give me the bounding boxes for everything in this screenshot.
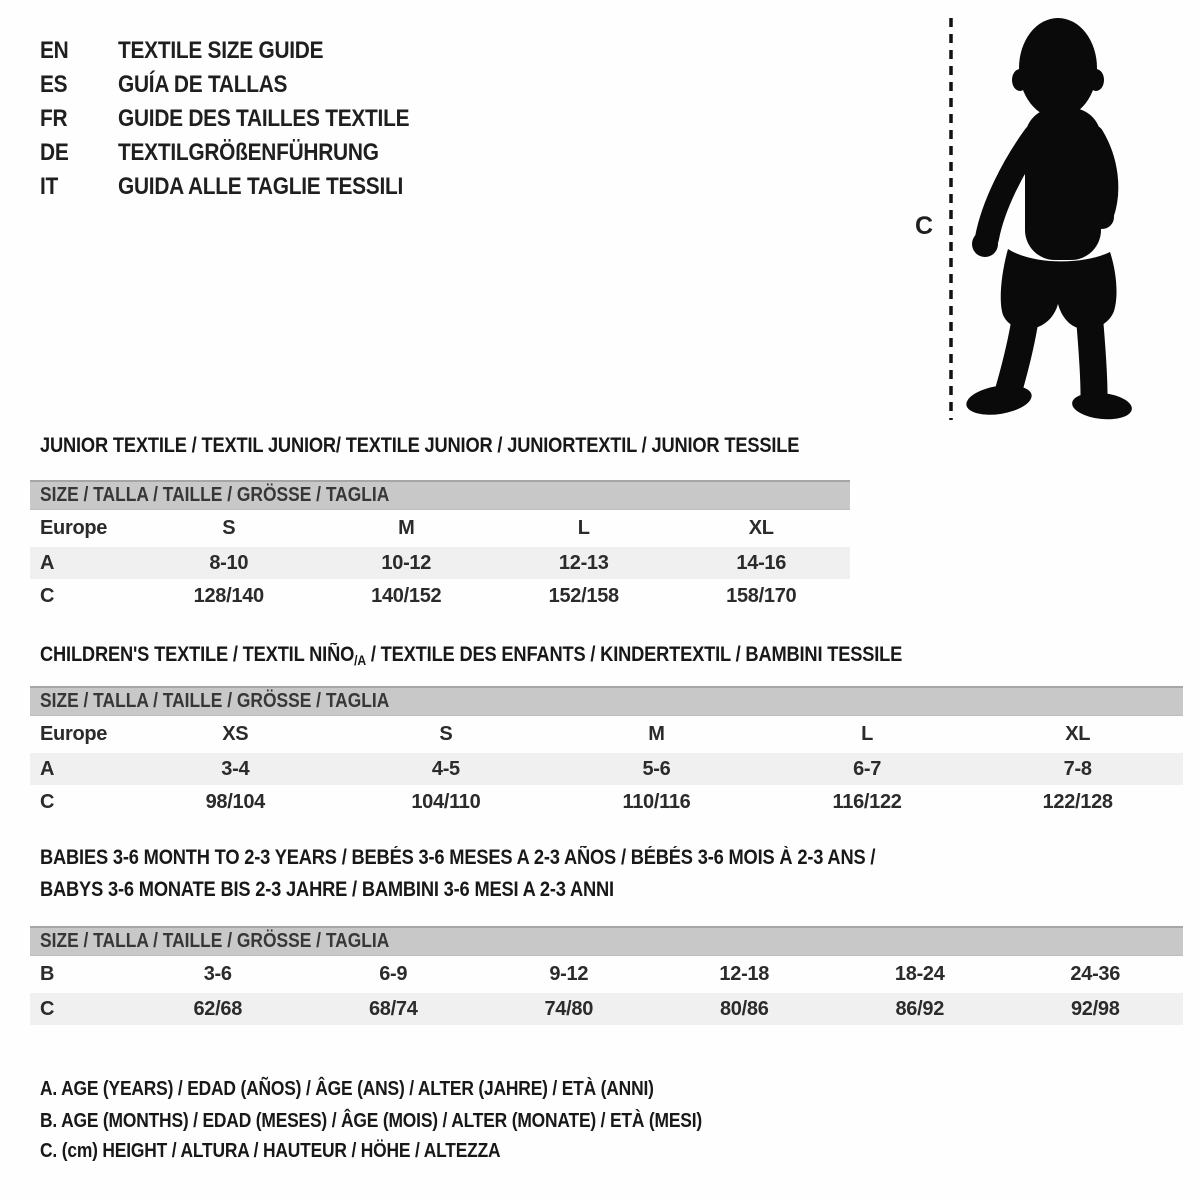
height-cell: 140/152 — [371, 584, 442, 607]
size-cell: XL — [748, 517, 774, 539]
size-table-header — [30, 686, 1183, 716]
size-header-label: SIZE / TALLA / TAILLE / GRÖSSE / TAGLIA — [40, 930, 390, 952]
size-cell: L — [577, 517, 590, 539]
lang-row-de — [40, 136, 418, 170]
height-cell: 152/158 — [548, 584, 619, 607]
height-cell: 86/92 — [895, 997, 945, 1020]
table-row — [30, 785, 1183, 819]
lang-code: ES — [40, 71, 68, 98]
lang-code: DE — [40, 139, 69, 166]
table-row — [30, 579, 850, 613]
table-row — [30, 510, 850, 547]
table-row — [30, 956, 1183, 993]
table-row — [30, 547, 850, 579]
size-header-label: SIZE / TALLA / TAILLE / GRÖSSE / TAGLIA — [40, 690, 390, 712]
lang-row-it — [40, 170, 446, 204]
row-label: Europe — [40, 723, 108, 745]
lang-title: GUÍA DE TALLAS — [118, 71, 288, 98]
height-cell: 104/110 — [411, 790, 481, 813]
table-row — [30, 993, 1183, 1025]
table-row — [30, 716, 1183, 753]
row-label: A — [40, 757, 55, 780]
row-label: C — [40, 584, 55, 607]
age-cell: 8-10 — [209, 551, 249, 574]
babies-size-table — [30, 926, 1183, 1025]
table-row — [30, 753, 1183, 785]
size-cell: M — [398, 517, 415, 539]
size-cell: L — [861, 723, 874, 745]
heading-subscript: /A — [354, 652, 366, 668]
height-cell: 92/98 — [1070, 997, 1120, 1020]
lang-code: EN — [40, 37, 69, 64]
height-cell: 110/116 — [622, 790, 691, 813]
lang-code: IT — [40, 173, 59, 200]
lang-code: FR — [40, 105, 68, 132]
height-cell: 98/104 — [205, 790, 265, 813]
row-label: C — [40, 790, 55, 813]
legend-height-cm: C. (cm) HEIGHT / ALTURA / HAUTEUR / HÖHE / ALTEZZA — [40, 1140, 501, 1162]
age-cell: 12-18 — [719, 963, 770, 985]
age-cell: 9-12 — [549, 963, 589, 985]
size-cell: XL — [1065, 723, 1091, 745]
height-cell: 74/80 — [544, 997, 594, 1020]
children-section-heading — [40, 643, 902, 668]
age-cell: 7-8 — [1063, 757, 1092, 780]
age-cell: 6-9 — [379, 963, 408, 985]
junior-size-table — [30, 480, 850, 613]
age-cell: 24-36 — [1070, 963, 1121, 985]
age-cell: 5-6 — [642, 757, 671, 780]
age-cell: 18-24 — [894, 963, 945, 985]
height-cell: 80/86 — [719, 997, 769, 1020]
lang-row-en — [40, 34, 354, 68]
toddler-silhouette-figure — [935, 12, 1145, 427]
size-header-label: SIZE / TALLA / TAILLE / GRÖSSE / TAGLIA — [40, 484, 390, 506]
legend-age-months: B. AGE (MONTHS) / EDAD (MESES) / ÂGE (MOIS) / ALTER (MONATE) / ETÀ (MESI) — [40, 1110, 703, 1132]
lang-title: TEXTILE SIZE GUIDE — [118, 37, 324, 64]
height-cell: 62/68 — [193, 997, 243, 1020]
junior-section-heading: JUNIOR TEXTILE / TEXTIL JUNIOR/ TEXTILE JUNIOR / JUNIORTEXTIL / JUNIOR TESSILE — [40, 434, 800, 457]
babies-section-heading-line2: BABYS 3-6 MONATE BIS 2-3 JAHRE / BAMBINI 3-6 MESI A 2-3 ANNI — [40, 878, 614, 901]
row-label: C — [40, 997, 55, 1020]
heading-text: / TEXTILE DES ENFANTS / KINDERTEXTIL / BAMBINI TESSILE — [365, 643, 903, 666]
lang-title: GUIDA ALLE TAGLIE TESSILI — [118, 173, 404, 200]
legend-age-years: A. AGE (YEARS) / EDAD (AÑOS) / ÂGE (ANS) / ALTER (JAHRE) / ETÀ (ANNI) — [40, 1078, 654, 1100]
heading-text: CHILDREN'S TEXTILE / TEXTIL NIÑO — [40, 643, 355, 666]
size-cell: S — [439, 723, 453, 745]
age-cell: 14-16 — [736, 551, 787, 574]
size-cell: XS — [222, 723, 249, 745]
age-cell: 3-4 — [221, 757, 250, 780]
lang-title: GUIDE DES TAILLES TEXTILE — [118, 105, 410, 132]
size-table-header — [30, 480, 850, 510]
age-cell: 3-6 — [203, 963, 232, 985]
size-cell: M — [648, 723, 665, 745]
size-table-header — [30, 926, 1183, 956]
children-size-table — [30, 686, 1183, 819]
height-cell: 158/170 — [726, 584, 797, 607]
toddler-silhouette — [964, 18, 1133, 422]
row-label: A — [40, 551, 55, 574]
lang-row-es — [40, 68, 312, 102]
age-cell: 10-12 — [381, 551, 432, 574]
row-label: B — [40, 963, 55, 985]
row-label: Europe — [40, 517, 108, 539]
height-cell: 128/140 — [193, 584, 264, 607]
height-measure-label: C — [915, 212, 934, 240]
size-cell: S — [222, 517, 236, 539]
height-cell: 122/128 — [1042, 790, 1113, 813]
age-cell: 6-7 — [853, 757, 882, 780]
lang-row-fr — [40, 102, 453, 136]
age-cell: 4-5 — [431, 757, 460, 780]
lang-title: TEXTILGRÖßENFÜHRUNG — [118, 139, 379, 166]
babies-section-heading-line1: BABIES 3-6 MONTH TO 2-3 YEARS / BEBÉS 3-6 MESES A 2-3 AÑOS / BÉBÉS 3-6 MOIS À 2-3 ANS / — [40, 846, 876, 869]
height-cell: 68/74 — [368, 997, 418, 1020]
height-cell: 116/122 — [832, 790, 902, 813]
age-cell: 12-13 — [558, 551, 609, 574]
